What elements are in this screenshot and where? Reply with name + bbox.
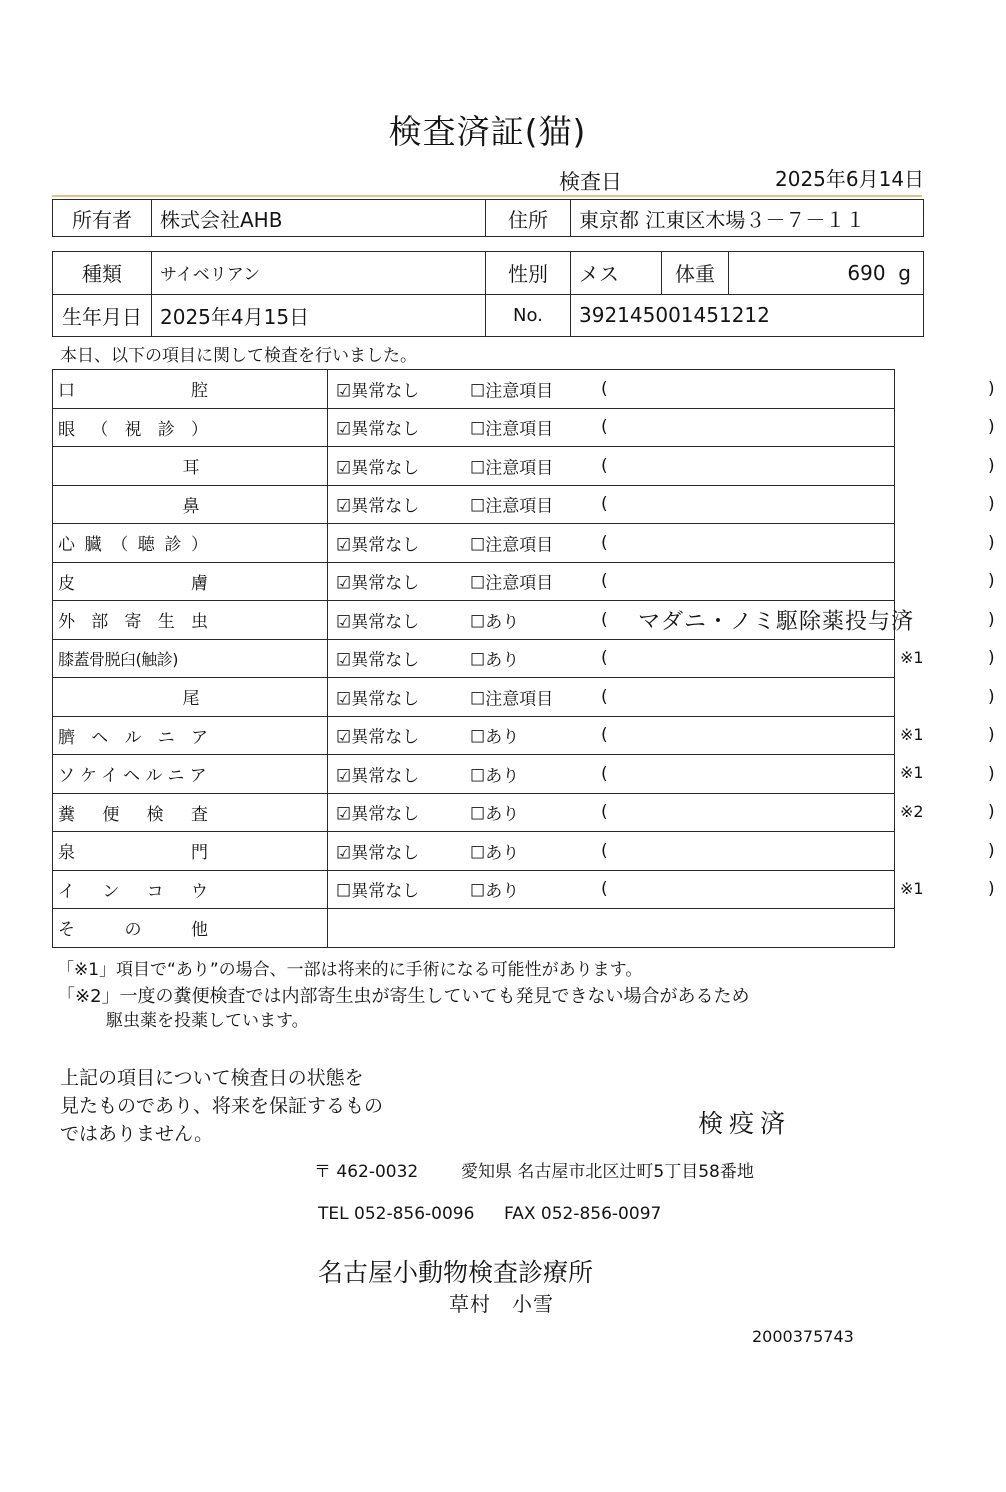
concern-checkbox: ☐あり (470, 612, 520, 633)
inspection-row (53, 755, 895, 794)
item-name: その他 (58, 920, 258, 941)
paren-open: ( (601, 840, 608, 861)
paren-close: ) (988, 455, 995, 476)
paren-close: ) (988, 763, 995, 784)
paren-close: ) (988, 571, 995, 592)
concern-checkbox: ☐注意項目 (470, 535, 554, 556)
ok-checkbox: ☑異常なし (336, 535, 420, 556)
ok-checkbox: ☑異常なし (336, 381, 420, 402)
finding-note: マダニ・ノミ駆除薬投与済 (638, 609, 915, 635)
inspection-row (53, 562, 895, 601)
item-name: 糞便検査 (58, 804, 236, 825)
paren-close: ) (988, 879, 995, 900)
paren-open: ( (601, 378, 608, 399)
inspection-result (328, 408, 995, 447)
paren-close: ) (988, 840, 995, 861)
inspection-row (53, 832, 895, 871)
inspection-row (53, 678, 895, 717)
inspection-result (328, 524, 995, 563)
ok-checkbox: ☑異常なし (336, 689, 420, 710)
inspection-row (53, 485, 895, 524)
inspection-result (328, 370, 995, 409)
paren-close: ) (988, 725, 995, 746)
item-name: 臍ヘルニア (58, 727, 225, 748)
item-name: 泉門 (58, 843, 324, 864)
paren-open: ( (601, 686, 608, 707)
inspection-item-label (53, 870, 328, 909)
ok-checkbox: ☑異常なし (336, 843, 420, 864)
inspection-item-label (53, 716, 328, 755)
paren-close: ) (988, 417, 995, 438)
footnote-2: 「※2」一度の糞便検査では内部寄生虫が寄生していても発見できない場合があるため (57, 986, 750, 1007)
inspection-result (328, 755, 995, 794)
inspection-item-label (53, 678, 328, 717)
item-name: 尾 (182, 689, 200, 710)
inspection-result (328, 601, 995, 640)
inspection-item-label (53, 909, 328, 948)
item-name: 皮膚 (58, 573, 324, 594)
paren-open: ( (601, 571, 608, 592)
ok-checkbox: ☑異常なし (336, 573, 420, 594)
concern-checkbox: ☐あり (470, 650, 520, 671)
ok-checkbox: ☑異常なし (336, 766, 420, 787)
inspection-item-label (53, 793, 328, 832)
owner-label: 所有者 (53, 200, 152, 237)
inspection-item-label (53, 447, 328, 486)
inspection-result (328, 716, 995, 755)
owner-table (52, 199, 924, 237)
sex-value: メス (571, 252, 662, 295)
ok-checkbox: ☑異常なし (336, 419, 420, 440)
item-name: 鼻 (182, 496, 200, 517)
clinic-address: 愛知県 名古屋市北区辻町5丁目58番地 (461, 1162, 754, 1182)
ok-checkbox: ☑異常なし (336, 650, 420, 671)
no-value: 392145001451212 (571, 294, 924, 337)
animal-table (52, 251, 924, 337)
serial-number: 2000375743 (752, 1327, 854, 1346)
item-name: ソケイヘルニア (58, 766, 212, 787)
inspection-row (53, 524, 895, 563)
weight-cell (729, 252, 924, 295)
inspection-row (53, 370, 895, 409)
paren-open: ( (601, 494, 608, 515)
exam-date-label: 検査日 (559, 170, 622, 194)
side-note: ※1 (900, 878, 924, 898)
inspection-result (328, 639, 995, 678)
inspection-item-label (53, 370, 328, 409)
concern-checkbox: ☐注意項目 (470, 689, 554, 710)
birth-value: 2025年4月15日 (152, 294, 486, 337)
concern-checkbox: ☐あり (470, 766, 520, 787)
inspection-result (328, 793, 995, 832)
item-name: 口腔 (58, 381, 324, 402)
concern-checkbox: ☐注意項目 (470, 496, 554, 517)
inspection-result (328, 909, 895, 948)
item-name: インコウ (58, 881, 236, 902)
ok-checkbox: ☑異常なし (336, 804, 420, 825)
side-note: ※2 (900, 801, 924, 821)
ok-checkbox: ☐異常なし (336, 881, 420, 902)
ok-checkbox: ☑異常なし (336, 612, 420, 633)
owner-value: 株式会社AHB (152, 200, 486, 237)
inspection-table (52, 369, 995, 948)
address-label: 住所 (486, 200, 571, 237)
disclaimer-line: 上記の項目について検査日の状態を (60, 1067, 364, 1089)
inspection-row (53, 793, 895, 832)
intro-text: 本日、以下の項目に関して検査を行いました。 (60, 346, 417, 366)
inspection-row (53, 408, 895, 447)
ok-checkbox: ☑異常なし (336, 458, 420, 479)
paren-open: ( (601, 455, 608, 476)
disclaimer-line: 見たものであり、将来を保証するもの (60, 1095, 384, 1117)
weight-value: 690 (847, 260, 886, 285)
item-name: 耳 (182, 458, 200, 479)
inspection-item-label (53, 755, 328, 794)
weight-label: 体重 (662, 252, 729, 295)
exam-date: 2025年6月14日 (775, 167, 925, 191)
quarantine-stamp: 検疫済 (698, 1109, 792, 1138)
disclaimer (60, 1064, 383, 1148)
concern-checkbox: ☐注意項目 (470, 419, 554, 440)
inspection-row (53, 447, 895, 486)
concern-checkbox: ☐あり (470, 727, 520, 748)
paren-close: ) (988, 378, 995, 399)
clinic-name: 名古屋小動物検査診療所 (318, 1258, 594, 1287)
paren-open: ( (601, 802, 608, 823)
inspection-item-label (53, 408, 328, 447)
inspection-row (53, 870, 895, 909)
paren-open: ( (601, 879, 608, 900)
sex-label: 性別 (486, 252, 571, 295)
inspection-result (328, 447, 995, 486)
side-note: ※1 (900, 647, 924, 667)
doctor-name: 草村 小雪 (449, 1292, 554, 1316)
breed-label: 種類 (53, 252, 152, 295)
inspection-item-label (53, 832, 328, 871)
concern-checkbox: ☐あり (470, 881, 520, 902)
paren-open: ( (601, 609, 608, 630)
footnote-1: 「※1」項目で“あり”の場合、一部は将来的に手術になる可能性があります。 (57, 960, 643, 980)
inspection-result (328, 485, 995, 524)
inspection-item-label (53, 601, 328, 640)
postal-code: 〒 462-0032 (314, 1162, 419, 1182)
paren-open: ( (601, 763, 608, 784)
concern-checkbox: ☐注意項目 (470, 458, 554, 479)
paren-close: ) (988, 802, 995, 823)
concern-checkbox: ☐あり (470, 804, 520, 825)
inspection-item-label (53, 524, 328, 563)
inspection-row (53, 909, 895, 948)
paren-close: ) (988, 609, 995, 630)
weight-unit: g (898, 260, 911, 285)
inspection-row (53, 601, 895, 640)
inspection-result (328, 562, 995, 601)
item-name: 膝蓋骨脱臼(触診) (58, 649, 178, 669)
birth-label: 生年月日 (53, 294, 152, 337)
concern-checkbox: ☐注意項目 (470, 381, 554, 402)
paren-open: ( (601, 725, 608, 746)
concern-checkbox: ☐注意項目 (470, 573, 554, 594)
inspection-result (328, 832, 995, 871)
inspection-row (53, 716, 895, 755)
inspection-row (53, 639, 895, 678)
side-note: ※1 (900, 763, 924, 782)
paren-open: ( (601, 648, 608, 669)
ok-checkbox: ☑異常なし (336, 496, 420, 517)
concern-checkbox: ☐あり (470, 843, 520, 864)
paren-close: ) (988, 494, 995, 515)
inspection-result (328, 870, 995, 909)
item-name: 心臓（聴診） (58, 535, 218, 556)
address-value: 東京都 江東区木場３－７－１１ (571, 200, 924, 237)
paren-close: ) (988, 532, 995, 553)
header-divider (52, 195, 922, 197)
no-label: No. (486, 294, 571, 337)
item-name: 眼（視診） (58, 419, 225, 440)
inspection-result (328, 678, 995, 717)
paren-open: ( (601, 532, 608, 553)
inspection-item-label (53, 485, 328, 524)
clinic-tel: TEL 052-856-0096 (318, 1204, 475, 1224)
disclaimer-line: ではありません。 (60, 1123, 214, 1145)
breed-value: サイベリアン (152, 252, 486, 295)
footnote-2-cont: 駆虫薬を投薬しています。 (106, 1011, 309, 1031)
clinic-fax: FAX 052-856-0097 (504, 1204, 662, 1224)
paren-open: ( (601, 417, 608, 438)
ok-checkbox: ☑異常なし (336, 727, 420, 748)
item-name: 外部寄生虫 (58, 612, 225, 633)
inspection-item-label (53, 639, 328, 678)
page-title: 検査済証(猫) (388, 112, 587, 151)
side-note: ※1 (900, 724, 924, 744)
paren-close: ) (988, 686, 995, 707)
paren-close: ) (988, 648, 995, 669)
inspection-item-label (53, 562, 328, 601)
